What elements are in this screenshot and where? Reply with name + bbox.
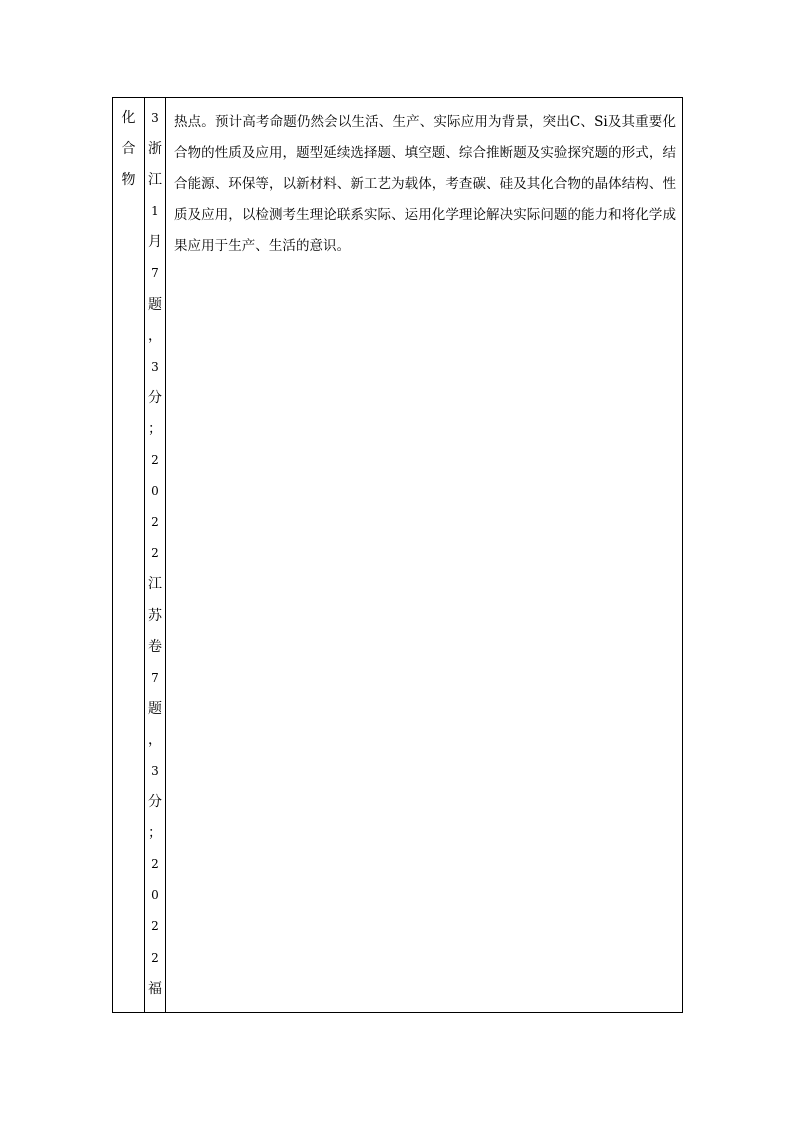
- exam-char: 分: [148, 389, 162, 406]
- exam-char: 题: [148, 700, 162, 717]
- topic-column: [113, 98, 145, 1012]
- exam-char: 福: [148, 980, 162, 997]
- topic-char: 合: [121, 141, 136, 158]
- exam-char: 分: [148, 794, 162, 811]
- exam-char: 3: [151, 111, 159, 125]
- topic-char: 化: [121, 110, 136, 126]
- exam-char: 7: [151, 670, 159, 685]
- exam-char: 2: [151, 919, 159, 934]
- exam-char: 1: [151, 204, 159, 219]
- exam-char: 2: [151, 857, 159, 872]
- exam-char: 题: [148, 296, 162, 313]
- exam-char: ；: [148, 825, 162, 842]
- exam-char: 月: [148, 234, 162, 251]
- exam-char: 卷: [148, 638, 162, 655]
- exam-char: 苏: [148, 607, 162, 624]
- analysis-text: 热点。预计高考命题仍然会以生活、生产、实际应用为背景，突出C、Si及其重要化合物的性质及应用，题型延续选择题、填空题、综合推断题及实验探究题的形式，结合能源、环保等，以新材料、新工艺为载体，考查碳、硅及其化合物的晶体结构、性质及应用，以检测考生理论联系实际、运用化学理论解决实际问题的能力和将化学成果应用于生产、生活的意识。: [174, 114, 676, 254]
- exam-char: 江: [148, 576, 162, 593]
- exam-char: 浙: [148, 141, 162, 158]
- exam-char: 江: [148, 172, 162, 189]
- exam-char: 2: [151, 546, 159, 561]
- exam-char: 2: [151, 950, 159, 965]
- exam-char: ，: [148, 731, 162, 748]
- exam-char: 2: [151, 453, 159, 468]
- exam-char: 3: [151, 359, 159, 374]
- exam-char: 0: [151, 888, 159, 903]
- exam-char: 7: [151, 266, 159, 281]
- topic-char: 物: [121, 172, 136, 189]
- exam-char: 3: [151, 763, 159, 778]
- exam-char: ，: [148, 327, 162, 344]
- exam-column: [145, 98, 166, 1012]
- exam-char: 2: [151, 515, 159, 530]
- exam-char: 0: [151, 484, 159, 499]
- exam-char: ；: [148, 420, 162, 437]
- analysis-table: [112, 97, 683, 1013]
